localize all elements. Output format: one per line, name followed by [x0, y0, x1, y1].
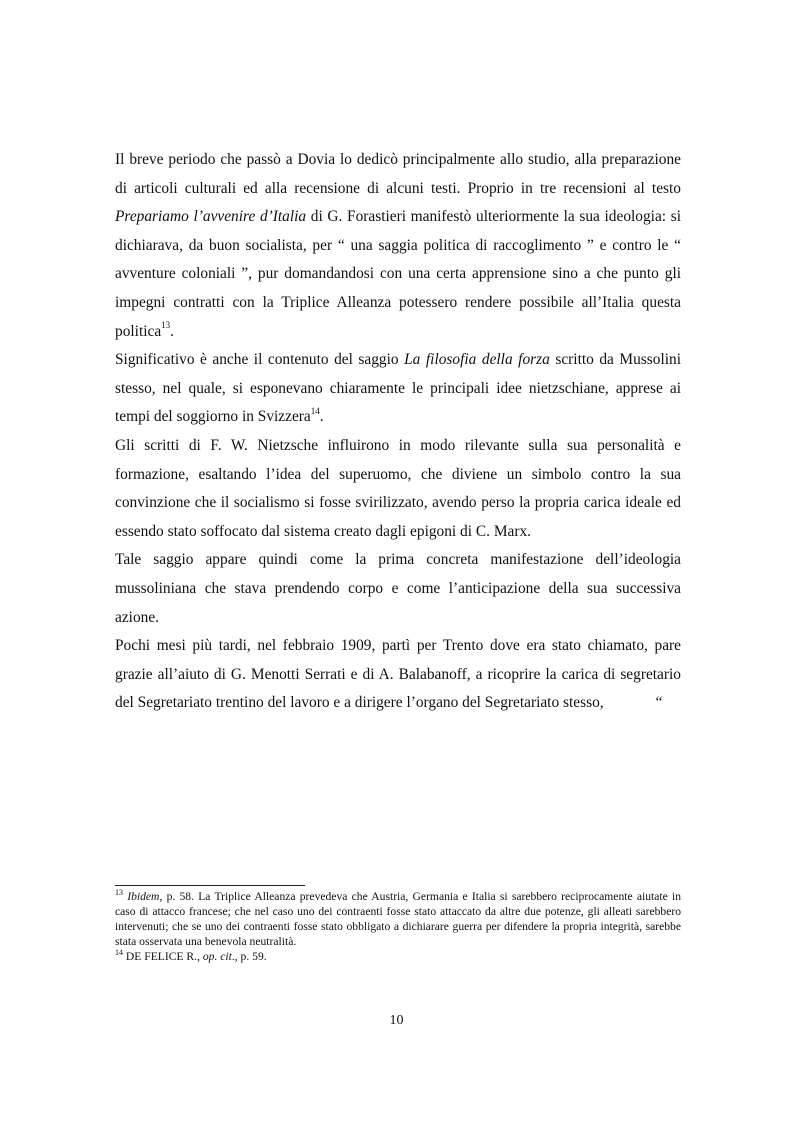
footnote-14 [115, 949, 681, 964]
footnote-number: 14 [115, 948, 123, 958]
footnote-pre: DE FELICE R., [123, 950, 203, 963]
paragraph-2-text-c: . [319, 408, 324, 426]
essay-title-filosofia: La filosofia della forza [404, 351, 550, 369]
footnote-separator [115, 885, 305, 886]
footnote-text: , p. 58. La Triplice Alleanza prevedeva che Austria, Germania e Italia si sarebbero reciprocamente aiutate in caso di attacco francese; che nel caso uno dei contraenti fosse stato attaccato da altre due potenze, gli alleati sarebbero intervenuti; che se uno dei contraenti fosse stato obbligato a dichiarare guerra per difendere la propria integrità, sarebbe stata osservata una benevola neutralità. [115, 890, 681, 948]
paragraph-2-text-a: Significativo è anche il contenuto del saggio [115, 351, 405, 369]
paragraph-3: Gli scritti di F. W. Nietzsche influirono in modo rilevante sulla sua personalità e formazione, esaltando l’idea del superuomo, che diviene un simbolo contro la sua convinzione che il socialismo si fosse svirilizzato, avendo perso la propria carica ideale ed essendo stato soffocato dal sistema creato dagli epigoni di C. Marx. [115, 436, 681, 540]
paragraph-1-text-a: Il breve periodo che passò a Dovia lo dedicò principalmente allo studio, alla preparazione di articoli culturali ed alla recensione di alcuni testi. Proprio in tre recensioni al testo [115, 151, 681, 197]
footnotes [115, 889, 681, 964]
footnote-text: ., p. 59. [231, 950, 267, 963]
paragraph-2 [115, 346, 681, 432]
footnote-ref-13[interactable]: 13 [161, 320, 171, 331]
paragraph-2-text-b: scritto da Mussolini stesso, nel quale, si esponevano chiaramente le principali idee nietzschiane, apprese ai tempi del soggiorno in Svizzera [115, 351, 681, 426]
footnote-ref-14[interactable]: 14 [310, 406, 320, 417]
footnote-lead: Ibidem [127, 890, 160, 903]
footnote-lead: op. cit [202, 950, 232, 963]
footnote-13 [115, 889, 681, 949]
footnote-number: 13 [115, 888, 123, 898]
book-title-prepariamo: Prepariamo l’avvenire d’Italia [115, 208, 307, 226]
paragraph-1-text-b: di G. Forastieri manifestò ulteriormente la sua ideologia: si dichiarava, da buon socialista, per “ una saggia politica di raccoglimento ” e contro le “ avventure coloniali ”, pur domandandosi con una certa apprensione sino a che punto gli impegni contratti con la Triplice Alleanza potessero rendere possibile all’Italia questa politica [115, 208, 681, 340]
paragraph-5 [115, 632, 681, 718]
paragraph-1 [115, 146, 681, 346]
body-text [115, 146, 681, 718]
paragraph-5-open-quote: “ [655, 694, 663, 712]
page-number: 10 [389, 1013, 404, 1028]
paragraph-5-text-a: Pochi mesi più tardi, nel febbraio 1909, partì per Trento dove era stato chiamato, pare grazie all’aiuto di G. Menotti Serrati e di A. Balabanoff, a ricoprire la carica di segretario del Segretariato trentino del lavoro e a dirigere l’organo del Segretariato stesso, [115, 637, 681, 712]
paragraph-4: Tale saggio appare quindi come la prima concreta manifestazione dell’ideologia mussoliniana che stava prendendo corpo e come l’anticipazione della sua successiva azione. [115, 551, 681, 626]
paragraph-1-text-c: . [170, 322, 175, 340]
